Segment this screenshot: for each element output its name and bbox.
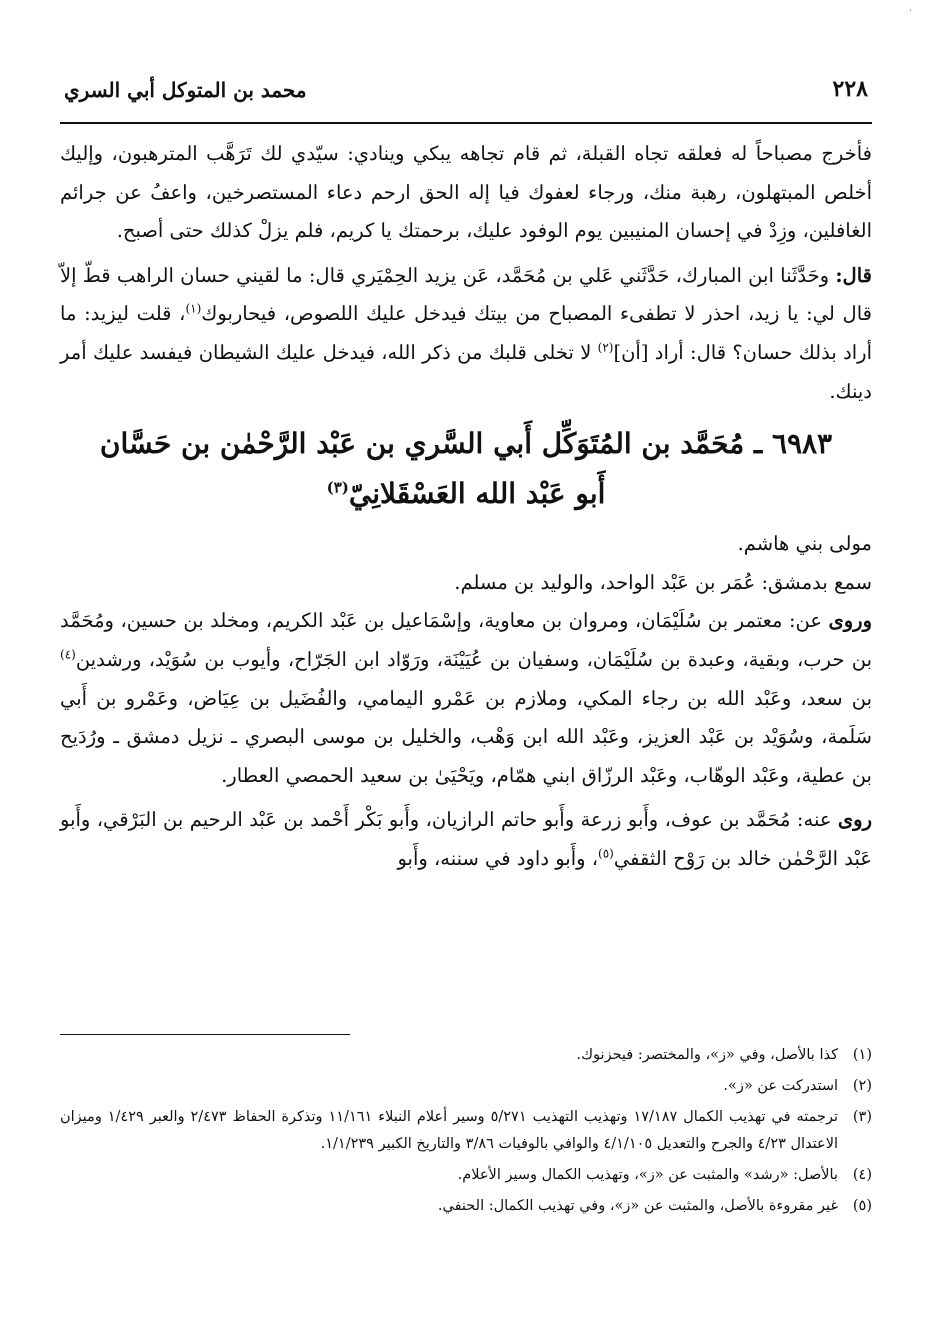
footnote-2 <box>60 1073 872 1100</box>
footnote-text: غير مقروءة بالأصل، والمثبت عن «ز»، وفي تهذيب الكمال: الحنفي. <box>437 1198 838 1214</box>
header-rule <box>60 122 872 124</box>
footnote-rule <box>60 1034 350 1035</box>
paragraph-2-text-a: وحَدَّثَنا ابن المبارك، حَدَّثَني عَلي بن مُحَمَّد، عَن يزيد الحِمْيَري قال: ما لقيني حسان الراهب قطّ إلاّ قال لي: يا زيد، احذر لا تطفىء المصباح من بيتك فيدخل عليك اللصوص، فيحاربوك <box>60 263 872 326</box>
entry-heading-line-1: ٦٩٨٣ ـ مُحَمَّد بن المُتَوَكِّل أَبي السَّري بن عَبْد الرَّحْمٰن بن حَسَّان <box>99 427 833 461</box>
footnote-number: (٣) <box>852 1109 872 1125</box>
paragraph-2 <box>60 257 872 411</box>
footnote-ref-4: (٤) <box>60 647 76 662</box>
paragraph-6-lead: روى <box>837 808 872 832</box>
paragraph-4: سمع بدمشق: عُمَر بن عَبْد الواحد، والوليد بن مسلم. <box>454 570 872 594</box>
footnote-3 <box>60 1104 872 1158</box>
footnote-ref-5: (٥) <box>598 846 614 861</box>
footnote-1 <box>60 1042 872 1069</box>
scan-corner-mark: · <box>908 6 912 17</box>
paragraph-5-lead: وروى <box>828 609 872 633</box>
paragraph-5-text-b: بن سعد، وعَبْد الله بن رجاء المكي، وملازم بن عَمْرو اليمامي، والفُضَيل بن عِيَاض، وعَمْرو بن أَبي سَلَمة، وسُوَيْد بن عَبْد العزيز، وعَبْد الله ابن وَهْب، والخليل بن موسى البصري ـ نزيل دمشق ـ ورُدَيح بن عطية، وعَبْد الوهّاب، وعَبْد الرزّاق ابني همّام، ويَحْيَىٰ بن سعيد الحمصي العطار. <box>60 686 872 787</box>
footnote-text: استدركت عن «ز». <box>723 1078 838 1094</box>
footnote-text: ترجمته في تهذيب الكمال ١٧/١٨٧ وتهذيب التهذيب ٥/٢٧١ وسير أعلام النبلاء ١١/١٦١ وتذكرة الحفاظ ٢/٤٧٣ والعبر ١/٤٢٩ وميزان الاعتدال ٤/٢٣ والجرح والتعديل ٤/١/١٠٥ والوافي بالوفيات ٣/٨٦ والتاريخ الكبير ١/١/٢٣٩. <box>60 1109 838 1152</box>
page-header <box>60 72 872 112</box>
paragraph-6-text-b: ، وأَبو داود في سننه، وأَبو <box>397 846 599 870</box>
entry-heading <box>60 419 872 519</box>
paragraph-5-text-a: عن: معتمر بن سُلَيْمَان، ومروان بن معاوية، وإسْمَاعيل بن عَبْد الكريم، ومخلد بن حسين، ومُحَمَّد بن حرب، وبقية، وعبدة بن سُلَيْمَان، وسفيان بن عُيَيْنَة، ورَوّاد ابن الجَرّاح، وأيوب بن سُوَيْد، ورشدين <box>60 609 872 671</box>
footnote-text: بالأصل: «رشد» والمثبت عن «ز»، وتهذيب الكمال وسير الأعلام. <box>457 1167 838 1183</box>
footnotes <box>60 1042 872 1224</box>
footnote-number: (٤) <box>852 1167 872 1183</box>
main-text <box>60 135 872 879</box>
entry-heading-line-2: أَبو عَبْد الله العَسْقَلانِيّ <box>348 477 606 511</box>
paragraph-5 <box>60 602 872 795</box>
paragraph-2-lead: قال: <box>835 263 872 287</box>
page-number: ٢٢٨ <box>832 76 868 102</box>
footnote-ref-3: (٣) <box>326 478 349 497</box>
footnote-number: (٢) <box>852 1078 872 1094</box>
paragraph-6 <box>60 801 872 878</box>
footnote-number: (٥) <box>852 1198 872 1214</box>
footnote-ref-1: (١) <box>185 301 202 316</box>
footnote-4 <box>60 1162 872 1189</box>
paragraph-2-text-b: ، قلت ليزيد: ما أراد بذلك حسان؟ قال: أراد [أن] <box>60 302 873 364</box>
paragraph-1: فأخرج مصباحاً له فعلقه تجاه القبلة، ثم قام تجاهه يبكي وينادي: سيّدي لك تَرَهَّب المترهبون، وإليك أخلص المبتهلون، رهبة منك، ورجاء لعفوك فيا إله الحق ارحم دعاء المستصرخين، واعفُ عن جرائم الغافلين، وزِدْ في إحسان المنيبين يوم الوفود عليك، برحمتك يا كريم، فلم يزلْ كذلك حتى أصبح. <box>60 142 872 243</box>
footnote-ref-2: (٢) <box>597 340 614 355</box>
footnote-text: كذا بالأصل، وفي «ز»، والمختصر: فيحزنوك. <box>576 1047 838 1063</box>
paragraph-2-text-c: لا تخلى قلبك من ذكر الله، فيدخل عليك الشيطان فيفسد عليك أمر دينك. <box>60 340 872 403</box>
footnote-number: (١) <box>852 1047 872 1063</box>
paragraph-3: مولى بني هاشم. <box>737 532 872 556</box>
running-title: محمد بن المتوكل أبي السري <box>64 78 307 102</box>
footnote-5 <box>60 1193 872 1220</box>
book-page <box>60 0 872 1339</box>
paragraph-6-text-a: عنه: مُحَمَّد بن عوف، وأَبو زرعة وأَبو حاتم الرازيان، وأَبو بَكْر أَحْمد بن عَبْد الرحيم بن البَرْقي، وأَبو عَبْد الرَّحْمٰن خالد بن رَوْح الثقفي <box>60 808 872 870</box>
